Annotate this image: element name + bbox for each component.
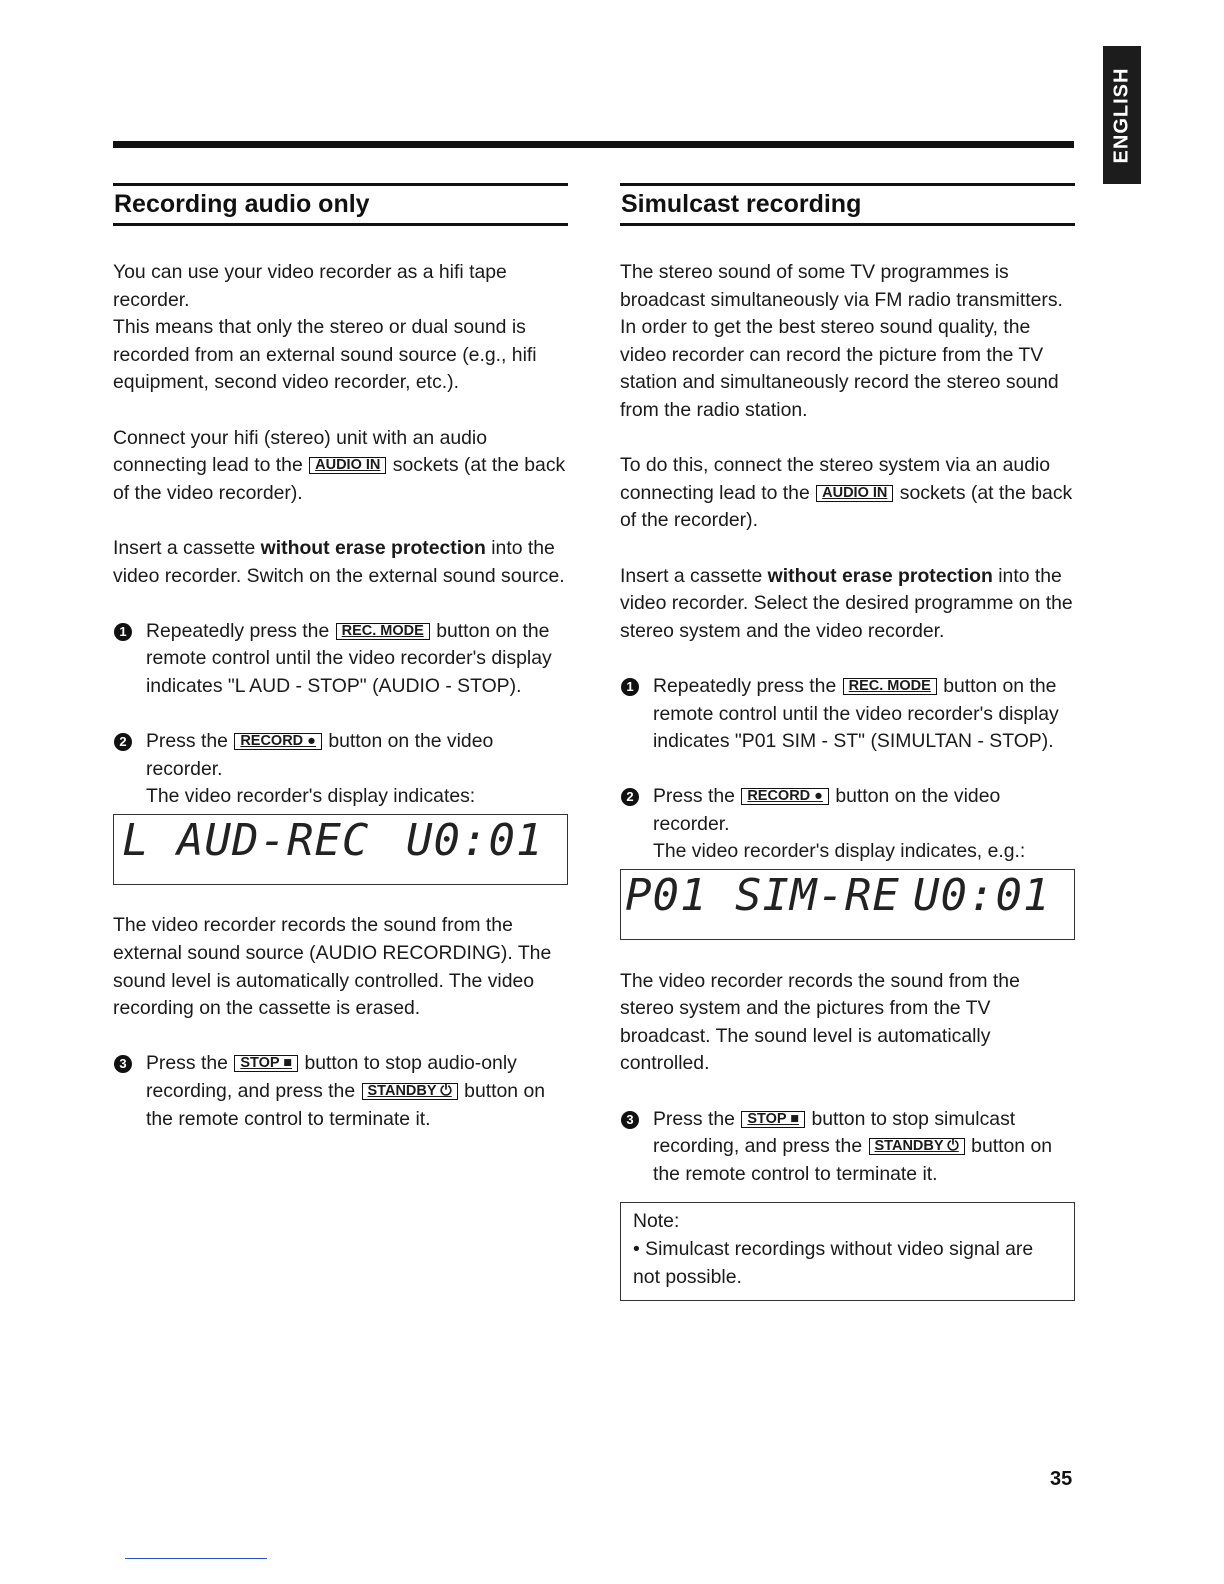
page-number: 35 [1050, 1468, 1073, 1490]
audio-in-button-label: AUDIO IN [816, 485, 893, 502]
lcd-main-text: L AUD-REC [122, 814, 370, 866]
left-step-1: 1 Repeatedly press the REC. MODE button on the remote control until the video recorder's display indicates "L AUD - STOP" (AUDIO - STOP). [113, 618, 568, 701]
stop-button-label: STOP ■ [741, 1111, 805, 1128]
lcd-main-text: P01 SIM-RE [625, 870, 900, 922]
record-button-label: RECORD ● [741, 788, 829, 805]
step-number-icon: 3 [114, 1055, 132, 1073]
left-column [113, 183, 568, 1133]
record-button-label: RECORD ● [234, 733, 322, 750]
left-result-paragraph: The video recorder records the sound from the external sound source (AUDIO RECORDING). The sound level is automatically controlled. The video recording on the cassette is erased. [113, 914, 552, 1020]
lcd-counter-text: U0:01 [913, 870, 1051, 922]
section-heading-left: Recording audio only [113, 183, 568, 226]
language-tab [1103, 46, 1141, 184]
left-intro: You can use your video recorder as a hifi tape recorder. [113, 261, 507, 311]
right-connect-paragraph: To do this, connect the stereo system via an audio connecting lead to the AUDIO IN sockets (at the back of the recorder). [620, 454, 1073, 532]
left-body [113, 259, 568, 1133]
step-number-icon: 3 [621, 1111, 639, 1129]
language-tab-label: ENGLISH [1110, 67, 1133, 163]
right-cassette-paragraph: Insert a cassette without erase protection into the video recorder. Select the desired programme on the stereo system and the video recorder. [620, 564, 1073, 642]
lcd-display-left [113, 814, 568, 885]
step-number-icon: 2 [114, 733, 132, 751]
audio-in-button-label: AUDIO IN [309, 457, 386, 474]
right-step-2: 2 Press the RECORD ● button on the video recorder. The video recorder's display indicates, e.g.: [620, 783, 1075, 866]
note-box [620, 1202, 1075, 1301]
section-heading-right: Simulcast recording [620, 183, 1075, 226]
right-step-2-note: The video recorder's display indicates, e.g.: [653, 840, 1026, 863]
note-body: • Simulcast recordings without video signal are not possible. [633, 1238, 1034, 1288]
left-intro-detail: This means that only the stereo or dual sound is recorded from an external sound source (e.g., hifi equipment, second video recorder, etc.). [113, 316, 537, 394]
left-step-2-note: The video recorder's display indicates: [146, 785, 476, 808]
standby-button-label: STANDBY ⏻ [869, 1138, 965, 1155]
standby-button-label: STANDBY ⏻ [362, 1083, 458, 1100]
right-body [620, 259, 1075, 1301]
rec-mode-button-label: REC. MODE [336, 623, 430, 640]
right-intro-detail: In order to get the best stereo sound quality, the video recorder can record the picture from the TV station and simultaneously record the stereo sound from the radio station. [620, 316, 1059, 421]
lcd-counter-text: U0:01 [406, 814, 544, 866]
left-cassette-paragraph: Insert a cassette without erase protection into the video recorder. Switch on the external sound source. [113, 536, 565, 587]
left-connect-paragraph: Connect your hifi (stereo) unit with an audio connecting lead to the AUDIO IN sockets (at the back of the video recorder). [113, 426, 566, 504]
step-number-icon: 1 [621, 678, 639, 696]
right-step-3: 3 Press the STOP ■ button to stop simulcast recording, and press the STANDBY ⏻ button on the remote control to terminate it. [620, 1106, 1075, 1189]
note-title: Note: [633, 1210, 680, 1233]
right-intro: The stereo sound of some TV programmes is broadcast simultaneously via FM radio transmitters. [620, 261, 1063, 311]
left-step-2: 2 Press the RECORD ● button on the video recorder. The video recorder's display indicates: [113, 728, 568, 811]
step-number-icon: 2 [621, 788, 639, 806]
step-number-icon: 1 [114, 623, 132, 641]
stop-button-label: STOP ■ [234, 1055, 298, 1072]
right-result-paragraph: The video recorder records the sound from the stereo system and the pictures from the TV broadcast. The sound level is automatically controlled. [620, 969, 1020, 1075]
top-rule [113, 141, 1074, 148]
left-step-3: 3 Press the STOP ■ button to stop audio-only recording, and press the STANDBY ⏻ button on the remote control to terminate it. [113, 1050, 568, 1133]
right-step-1: 1 Repeatedly press the REC. MODE button on the remote control until the video recorder's display indicates "P01 SIM - ST" (SIMULTAN - STOP). [620, 673, 1075, 756]
right-column [620, 183, 1075, 1301]
footer-line [125, 1558, 267, 1559]
rec-mode-button-label: REC. MODE [843, 678, 937, 695]
lcd-display-right [620, 869, 1075, 940]
